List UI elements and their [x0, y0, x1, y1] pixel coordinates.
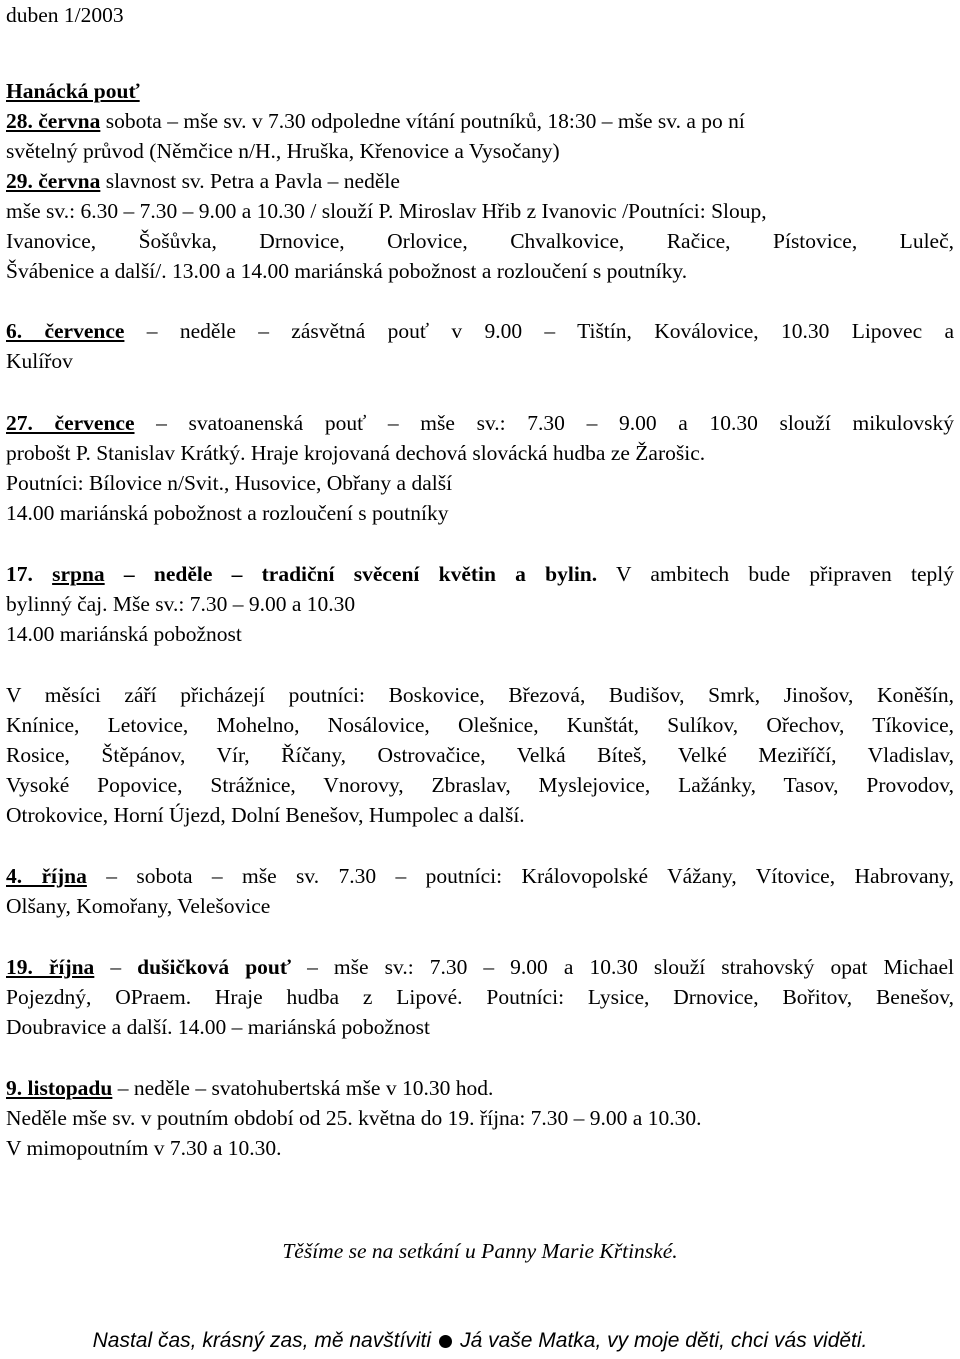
text-span: V ambitech bude připraven teplý — [597, 562, 955, 586]
footer-right: Já vaše Matka, vy moje děti, chci vás viděti. — [460, 1329, 868, 1352]
text-line: Rosice, Štěpánov, Vír, Říčany, Ostrovačice, Velká Bíteš, Velké Meziříčí, Vladislav, — [6, 743, 954, 767]
text-line: Neděle mše sv. v poutním období od 25. května do 19. října: 7.30 – 9.00 a 10.30. — [6, 1106, 702, 1130]
text-line: Pojezdný, OPraem. Hraje hudba z Lipové. Poutníci: Lysice, Drnovice, Bořitov, Benešov, — [6, 985, 954, 1009]
text-line: Kulířov — [6, 349, 73, 373]
text-line: Švábenice a další/. 13.00 a 14.00 mariánská pobožnost a rozloučení s poutníky. — [6, 259, 688, 283]
text-span: – neděle – svatohubertská mše v 10.30 hod. — [112, 1076, 494, 1100]
text-line — [6, 316, 954, 346]
date-label: 27. července — [6, 411, 135, 435]
text-line: Poutníci: Bílovice n/Svit., Husovice, Obřany a další — [6, 471, 453, 495]
issue-label: duben 1/2003 — [6, 3, 124, 27]
text-span: slavnost sv. Petra a Pavla – neděle — [100, 169, 400, 193]
section-title: Hanácká pouť — [6, 79, 140, 103]
text-span: – neděle – zásvětná pouť v 9.00 – Tištín, Koválovice, 10.30 Lipovec a — [124, 319, 954, 343]
date-label: 4. října — [6, 864, 87, 888]
date-label: srpna — [52, 562, 105, 586]
closing-line: Těšíme se na setkání u Panny Marie Křtinské. — [282, 1239, 678, 1263]
bullet-icon — [439, 1335, 452, 1348]
text-line: Knínice, Letovice, Mohelno, Nosálovice, Olešnice, Kunštát, Sulíkov, Ořechov, Tíkovice, — [6, 713, 954, 737]
date-label: 9. listopadu — [6, 1076, 113, 1100]
text-line — [6, 408, 954, 438]
text-line: bylinný čaj. Mše sv.: 7.30 – 9.00 a 10.30 — [6, 592, 356, 616]
text-line — [6, 166, 400, 196]
event-title: dušičková pouť — [137, 955, 292, 979]
text-line: Olšany, Komořany, Velešovice — [6, 894, 271, 918]
text-line: probošt P. Stanislav Krátký. Hraje krojovaná dechová slovácká hudba ze Žarošic. — [6, 441, 706, 465]
text-line — [6, 952, 954, 982]
footer-verse — [0, 1326, 960, 1356]
text-line: Ivanovice, Šošůvka, Drnovice, Orlovice, Chvalkovice, Račice, Pístovice, Luleč, — [6, 229, 954, 253]
text-span: – — [94, 955, 138, 979]
date-label: 29. června — [6, 169, 101, 193]
text-line: 14.00 mariánská pobožnost a rozloučení s poutníky — [6, 501, 449, 525]
text-line — [6, 1073, 493, 1103]
text-line: světelný průvod (Němčice n/H., Hruška, Křenovice a Vysočany) — [6, 139, 560, 163]
text-span: sobota – mše sv. v 7.30 odpoledne vítání poutníků, 18:30 – mše sv. a po ní — [100, 109, 745, 133]
text-line: 14.00 mariánská pobožnost — [6, 622, 242, 646]
date-label: 6. července — [6, 319, 125, 343]
text-span: – svatoanenská pouť – mše sv.: 7.30 – 9.00 a 10.30 slouží mikulovský — [134, 411, 955, 435]
text-line: V mimopoutním v 7.30 a 10.30. — [6, 1136, 282, 1160]
event-title: – neděle – tradiční svěcení květin a bylin. — [104, 562, 598, 586]
date-label: 28. června — [6, 109, 101, 133]
footer-left: Nastal čas, krásný zas, mě navštíviti — [92, 1329, 432, 1352]
text-line: Vysoké Popovice, Strážnice, Vnorovy, Zbraslav, Myslejovice, Lažánky, Tasov, Provodov, — [6, 773, 954, 797]
text-line: Otrokovice, Horní Újezd, Dolní Benešov, Humpolec a další. — [6, 803, 525, 827]
text-span: – mše sv.: 7.30 – 9.00 a 10.30 slouží strahovský opat Michael — [291, 955, 954, 979]
text-span: – sobota – mše sv. 7.30 – poutníci: Královopolské Vážany, Vítovice, Habrovany, — [86, 864, 954, 888]
date-label: 19. října — [6, 955, 95, 979]
text-line: V měsíci září přicházejí poutníci: Boskovice, Březová, Budišov, Smrk, Jinošov, Koněšín, — [6, 683, 954, 707]
text-line — [6, 861, 954, 891]
text-line: mše sv.: 6.30 – 7.30 – 9.00 a 10.30 / slouží P. Miroslav Hřib z Ivanovic /Poutníci: Sloup, — [6, 199, 767, 223]
text-line — [6, 106, 745, 136]
text-line — [6, 559, 954, 589]
date-number: 17. — [6, 562, 33, 586]
text-line: Doubravice a další. 14.00 – mariánská pobožnost — [6, 1015, 430, 1039]
